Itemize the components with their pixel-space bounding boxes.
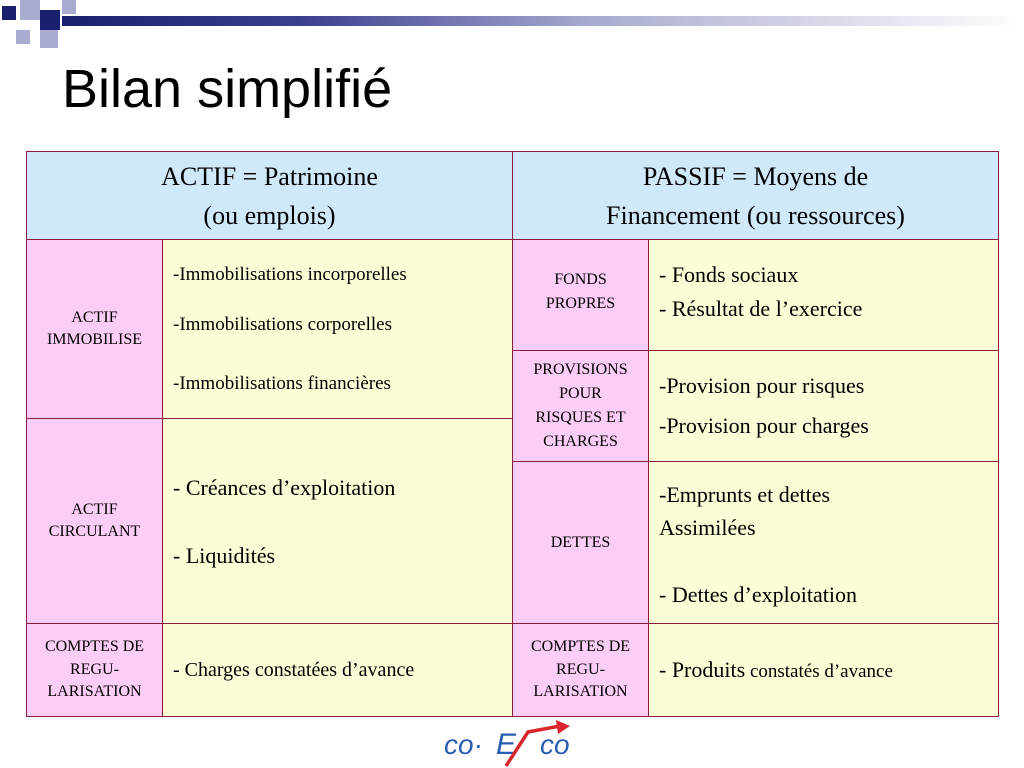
provisions-content — [648, 350, 999, 462]
passif-regularisation-label-line2: REGU- — [556, 660, 605, 678]
emprunts-dettes-line1: -Emprunts et dettes — [659, 482, 831, 507]
actif-circulant-label-line2: CIRCULANT — [48, 523, 141, 540]
actif-regularisation-label — [26, 623, 163, 717]
actif-header — [26, 151, 513, 240]
actif-immobilise-label-line2: IMMOBILISE — [46, 331, 143, 348]
decor-square-4 — [62, 0, 76, 14]
logo-text-co-right: co — [540, 729, 570, 760]
provision-risques: -Provision pour risques — [659, 373, 865, 398]
dettes-content — [648, 461, 999, 624]
provisions-label-line4: CHARGES — [543, 433, 618, 450]
provisions-label-line3: RISQUES ET — [535, 409, 626, 426]
decor-square-3 — [40, 10, 60, 30]
dettes-exploitation: - Dettes d’exploitation — [659, 582, 857, 607]
decor-square-2 — [20, 0, 40, 20]
actif-circulant-content — [162, 418, 513, 624]
decor-square-6 — [40, 30, 58, 48]
decor-square-5 — [16, 30, 30, 44]
produits-suffix: constatés d’avance — [745, 661, 893, 682]
passif-header — [512, 151, 999, 240]
actif-header-line2: (ou emplois) — [203, 200, 336, 230]
produits-constates-avance — [649, 657, 998, 683]
title-decor-bar — [62, 16, 1024, 26]
actif-regularisation-content — [162, 623, 513, 717]
resultat-exercice: - Résultat de l’exercice — [659, 296, 863, 321]
actif-circulant-label — [26, 418, 163, 624]
passif-regularisation-label-line3: LARISATION — [533, 683, 628, 701]
passif-regularisation-label-line1: COMPTES DE — [530, 638, 631, 656]
actif-regularisation-label-line2: REGU- — [70, 660, 119, 678]
produits-prefix: - Produits — [659, 657, 746, 682]
provisions-label-line2: POUR — [559, 385, 602, 402]
emprunts-dettes-line2: Assimilées — [659, 515, 756, 540]
actif-circulant-label-line1: ACTIF — [71, 500, 118, 518]
fonds-propres-content — [648, 239, 999, 351]
charges-constatees-avance: - Charges constatées d’avance — [173, 658, 415, 681]
actif-immobilise-content — [162, 239, 513, 419]
logo-text-e: E — [496, 728, 517, 761]
liquidites: - Liquidités — [173, 543, 276, 568]
fonds-propres-label-line1: FONDS — [554, 271, 607, 288]
passif-regularisation-label — [512, 623, 649, 717]
fonds-sociaux: - Fonds sociaux — [659, 262, 799, 287]
dettes-label-text: DETTES — [550, 533, 611, 551]
immobilisations-incorporelles: -Immobilisations incorporelles — [173, 264, 407, 285]
actif-regularisation-label-line1: COMPTES DE — [44, 638, 145, 656]
actif-regularisation-label-line3: LARISATION — [47, 683, 142, 701]
logo-text-co-left: co· — [444, 729, 483, 760]
coexco-logo — [440, 718, 590, 768]
immobilisations-corporelles: -Immobilisations corporelles — [173, 314, 392, 335]
slide-title: Bilan simplifié — [62, 59, 393, 119]
dettes-label — [512, 461, 649, 624]
passif-header-line2: Financement (ou ressources) — [606, 200, 905, 230]
provisions-label — [512, 350, 649, 462]
provision-charges: -Provision pour charges — [659, 413, 869, 438]
fonds-propres-label — [512, 239, 649, 351]
actif-immobilise-label-line1: ACTIF — [71, 308, 118, 326]
creances-exploitation: - Créances d’exploitation — [173, 475, 396, 500]
passif-header-line1: PASSIF = Moyens de — [642, 161, 869, 191]
fonds-propres-label-line2: PROPRES — [545, 295, 616, 312]
provisions-label-line1: PROVISIONS — [533, 361, 628, 378]
decor-square-1 — [2, 6, 16, 20]
immobilisations-financieres: -Immobilisations financières — [173, 373, 391, 394]
passif-regularisation-content — [648, 623, 999, 717]
actif-header-line1: ACTIF = Patrimoine — [161, 161, 378, 191]
actif-immobilise-label — [26, 239, 163, 419]
